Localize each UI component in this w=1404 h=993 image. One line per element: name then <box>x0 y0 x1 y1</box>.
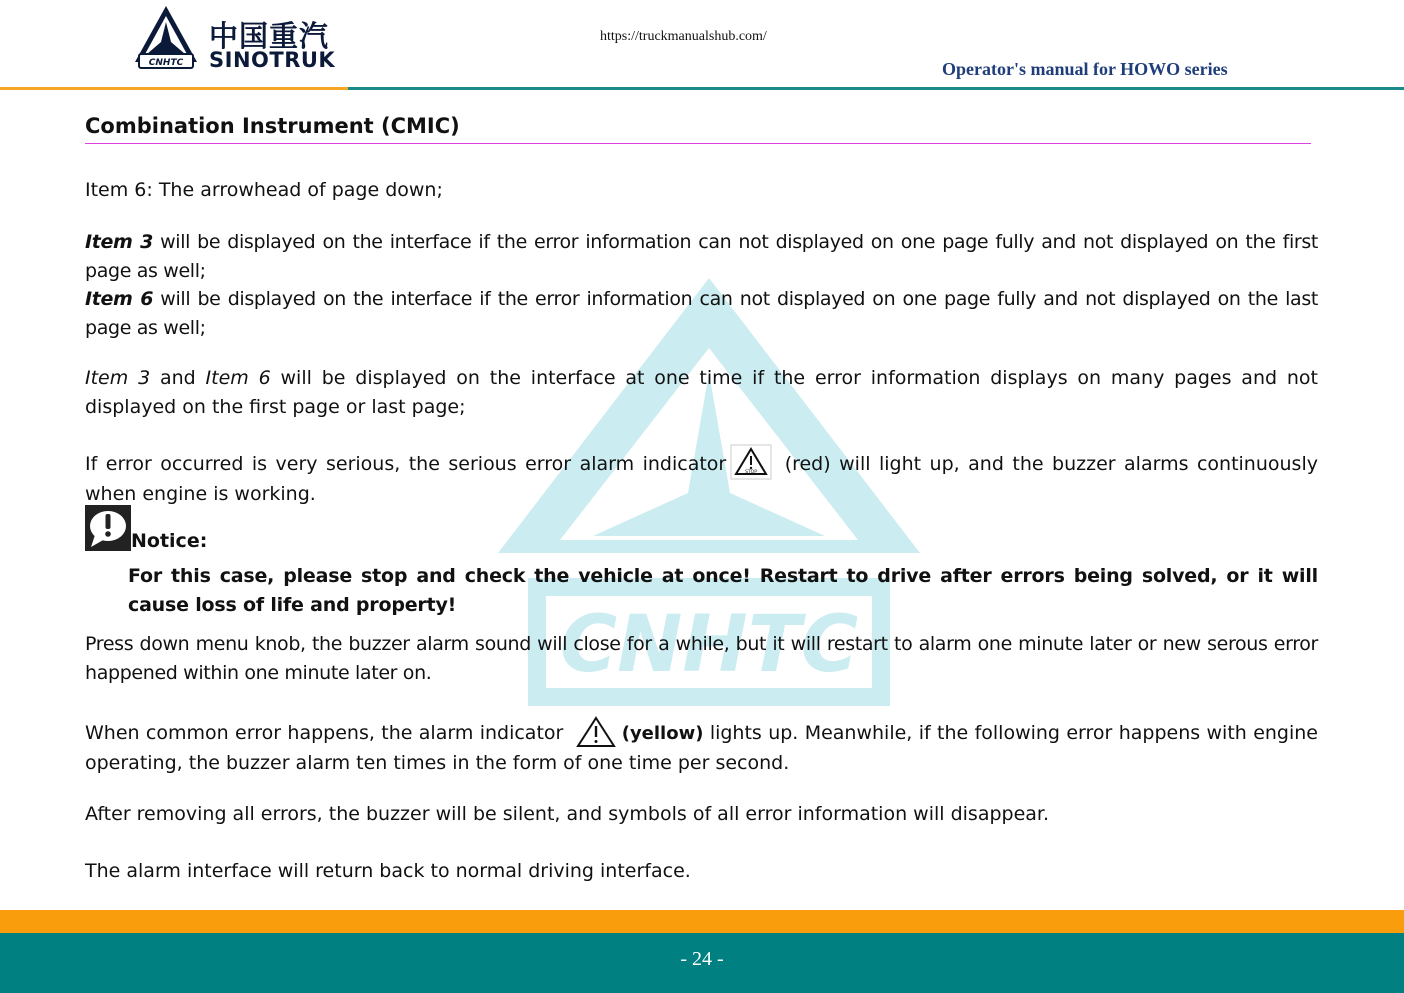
paragraph-removing-errors: After removing all errors, the buzzer will be silent, and symbols of all error information will disappear. <box>85 803 1050 825</box>
section-title: Combination Instrument (CMIC) <box>85 114 460 138</box>
serious-error-text-before: If error occurred is very serious, the serious error alarm indicator <box>85 453 727 475</box>
serious-error-text-after: (red) will light up, and the buzzer alarms continuously when engine is working. <box>85 453 1318 505</box>
and-text: and <box>150 367 206 389</box>
common-error-text-before: When common error happens, the alarm indicator <box>85 722 564 744</box>
manual-title: Operator's manual for HOWO series <box>942 59 1228 79</box>
header-rule-orange <box>0 87 348 90</box>
item6-text: will be displayed on the interface if the error information can not displayed on one page fully and not displayed on the last page as well; <box>85 288 1318 339</box>
paragraph-return-interface: The alarm interface will return back to normal driving interface. <box>85 860 691 882</box>
header-rule-teal <box>348 87 1404 90</box>
item3-ref: Item 3 <box>85 367 151 389</box>
common-error-text-after: lights up. Meanwhile, if the following error happens with engine operating, the buzzer alarm ten times in the form of one time per second. <box>85 722 1318 774</box>
page-number: - 24 - <box>680 948 724 970</box>
paragraph-menu-knob: Press down menu knob, the buzzer alarm sound will close for a while, but it will restart to alarm one minute later or new serous error happened within one minute later on. <box>85 633 1318 684</box>
watermark-text: CNHTC <box>559 600 859 690</box>
item6-label: Item 6 <box>85 288 154 310</box>
cnhtc-logo-icon <box>133 4 199 70</box>
exclamation-bubble-icon <box>85 505 131 551</box>
notice-body: For this case, please stop and check the vehicle at once! Restart to drive after errors being solved, or it will cause loss of life and property! <box>128 565 1318 616</box>
stop-icon-text: STOP <box>745 470 758 475</box>
logo-chinese-name: 中国重汽 <box>209 19 330 53</box>
paragraph-common-error <box>85 715 1318 778</box>
site-url[interactable]: https://truckmanualshub.com/ <box>600 29 767 44</box>
paragraph-item3 <box>85 228 1318 285</box>
paragraph-serious-error <box>85 444 1318 509</box>
logo-english-name: SINOTRUK <box>209 48 336 72</box>
notice-label: Notice: <box>131 530 208 552</box>
logo-badge-text: CNHTC <box>148 58 184 68</box>
paragraph-item6-arrow: Item 6: The arrowhead of page down; <box>85 179 443 201</box>
item3-item6-text: will be displayed on the interface at one time if the error information displays on many pages and not displayed on the first page or last page; <box>85 367 1318 418</box>
warning-triangle-icon <box>574 715 618 749</box>
yellow-label: (yellow) <box>621 723 704 744</box>
item3-label: Item 3 <box>85 231 153 253</box>
item3-text: will be displayed on the interface if the error information can not displayed on one page fully and not displayed on the first page as well; <box>85 231 1318 282</box>
stop-warning-triangle-icon <box>730 444 772 480</box>
section-title-rule <box>85 143 1311 144</box>
paragraph-item6 <box>85 285 1318 342</box>
page-header <box>0 0 1404 92</box>
item6-ref: Item 6 <box>205 367 271 389</box>
footer-bar-orange <box>0 910 1404 933</box>
paragraph-item3-and-item6 <box>85 364 1318 421</box>
sinotruk-logo <box>133 4 343 72</box>
